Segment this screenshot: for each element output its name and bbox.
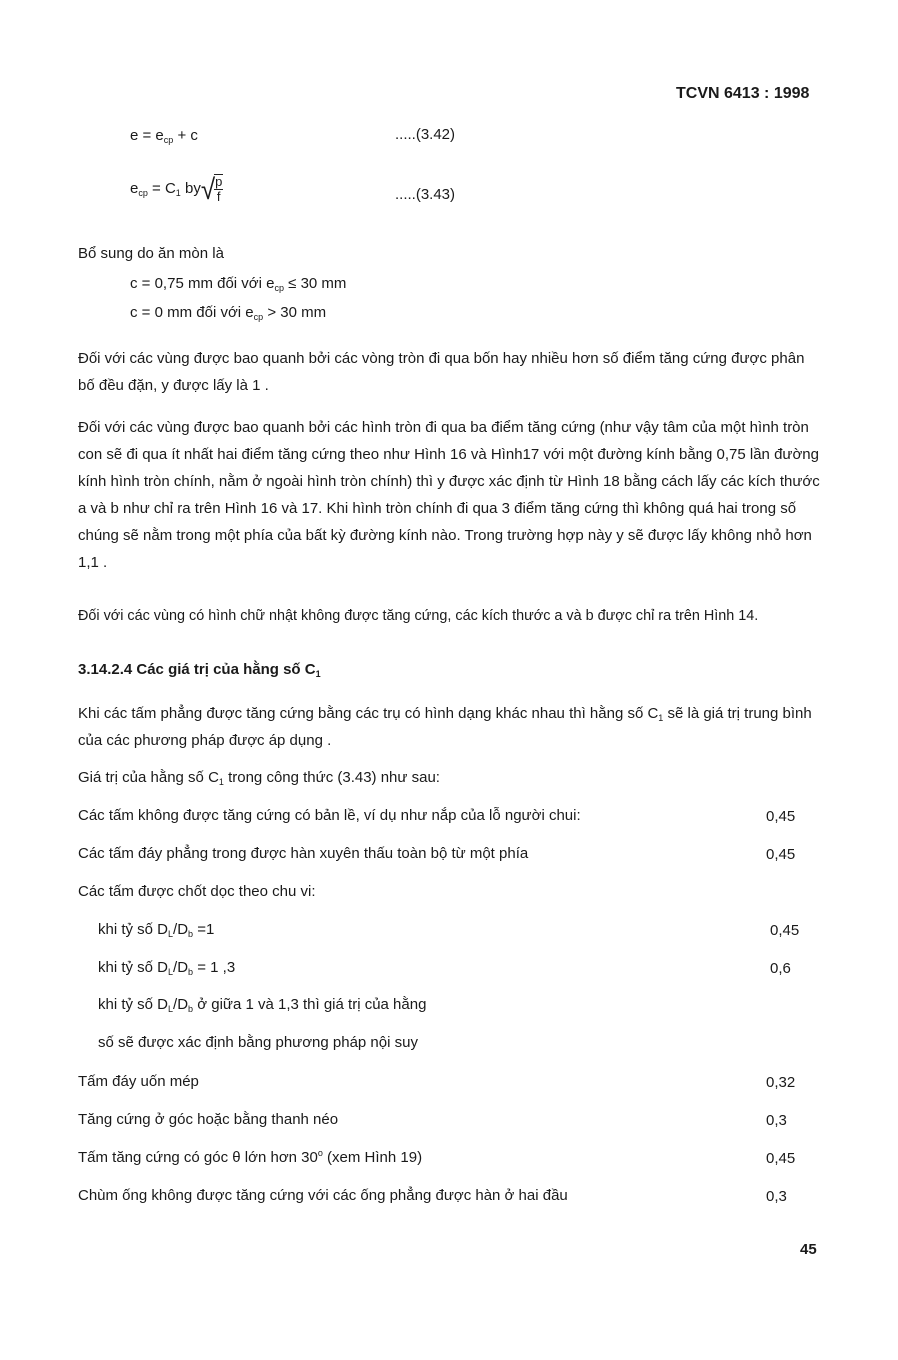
sub-row-ratio-1-3: khi tỷ số $D_L/D_b = 1$ ,3 [98, 959, 236, 977]
sub-row-value-ratio-1-3: 0,6 [770, 960, 791, 977]
row-value-corner-stay: 0,3 [766, 1112, 787, 1129]
row-value-tube-bundle: 0,3 [766, 1188, 787, 1205]
row-label-tube-bundle: Chùm ống không được tăng cứng với các ống phẳng được hàn ở hai đầu [78, 1187, 568, 1204]
corrosion-intro: Bổ sung do ăn mòn là [78, 245, 224, 262]
section-heading: 3.14.2.4 Các giá trị của hằng số $C_1$ [78, 661, 321, 679]
paragraph-c1-average: Khi các tấm phẳng được tăng cứng bằng các trụ có hình dạng khác nhau thì hằng số $C_1$ sẽ là giá trị trung bình của các phương pháp được áp dụng . [78, 705, 812, 749]
row-value-hinged-plates: 0,45 [766, 808, 796, 825]
square-root [201, 174, 224, 204]
document-header: TCVN 6413 : 1998 [676, 85, 810, 102]
row-value-angle-plate: 0,45 [766, 1150, 796, 1167]
paragraph-three-points: Đối với các vùng được bao quanh bởi các hình tròn đi qua ba điểm tăng cứng (như vậy tâm của một hình tròn con sẽ đi qua ít nhất hai điểm tăng cứng theo như Hình 16 và Hình17 với một đường kính bằng 0,75 lần đường kính hình tròn chính, nằm ở ngoài hình tròn chính) thì y được xác định từ Hình 18 bằng cách lấy các kích thước a và b như chỉ ra trên Hình 16 và 17. Khi hình tròn chính đi qua 3 điểm tăng cứng thì không quá hai trong số chúng sẽ nằm trong một phía của bất kỳ đường kính nào. Trong trường hợp này y sẽ được lấy không nhỏ hơn 1,1 . [78, 419, 820, 571]
corrosion-line-1: c = 0,75 mm đối với $e_{cp} \le 30$ mm [130, 275, 347, 293]
row-label-angle-plate: Tấm tăng cứng có góc θ lớn hơn 30$^o$ (xem Hình 19) [78, 1148, 423, 1166]
fraction: $\frac{p}{f}$ [215, 174, 223, 204]
paragraph-four-points: Đối với các vùng được bao quanh bởi các vòng tròn đi qua bốn hay nhiều hơn số điểm tăng cứng được phân bố đều đặn, y được lấy là 1 . [78, 350, 805, 394]
sub-row-value-ratio-1: 0,45 [770, 922, 800, 939]
page-number: 45 [800, 1241, 817, 1258]
row-label-hinged-plates: Các tấm không được tăng cứng có bản lề, ví dụ như nắp của lỗ người chui: [78, 807, 581, 824]
paragraph-c1-values-intro: Giá trị của hằng số $C_1$ trong công thức (3.43) như sau: [78, 769, 440, 787]
equation-number-3-42: .....(3.42) [395, 126, 456, 143]
row-label-flat-bottom: Các tấm đáy phẳng trong được hàn xuyên thấu toàn bộ từ một phía [78, 845, 529, 862]
sub-row-interpolation: số sẽ được xác định bằng phương pháp nội suy [98, 1034, 418, 1051]
row-label-corner-stay: Tăng cứng ở góc hoặc bằng thanh néo [78, 1111, 339, 1128]
row-label-flanged-bottom: Tấm đáy uốn mép [78, 1073, 199, 1090]
sub-row-ratio-1: khi tỷ số $D_L/D_b =1$ [98, 921, 215, 939]
row-label-bolted-plates: Các tấm được chốt dọc theo chu vi: [78, 883, 316, 900]
corrosion-line-2: c = 0 mm đối với $e_{cp} > 30$ mm [130, 304, 327, 322]
paragraph-rectangle: Đối với các vùng có hình chữ nhật không được tăng cứng, các kích thước a và b được chỉ ra trên Hình 14. [78, 608, 759, 624]
row-value-flanged-bottom: 0,32 [766, 1074, 796, 1091]
equation-3-42: $e = e_{cp} + c$ [130, 127, 198, 145]
radical-sign-icon: √ [200, 172, 216, 206]
equation-3-43: $e_{cp} = C_1$ by√ $\frac{p}{f}$ [130, 172, 223, 206]
sub-row-ratio-between: khi tỷ số $D_L/D_b$ ở giữa 1 và 1,3 thì giá trị của hằng [98, 996, 427, 1014]
row-value-flat-bottom: 0,45 [766, 846, 796, 863]
equation-number-3-43: .....(3.43) [395, 186, 456, 203]
